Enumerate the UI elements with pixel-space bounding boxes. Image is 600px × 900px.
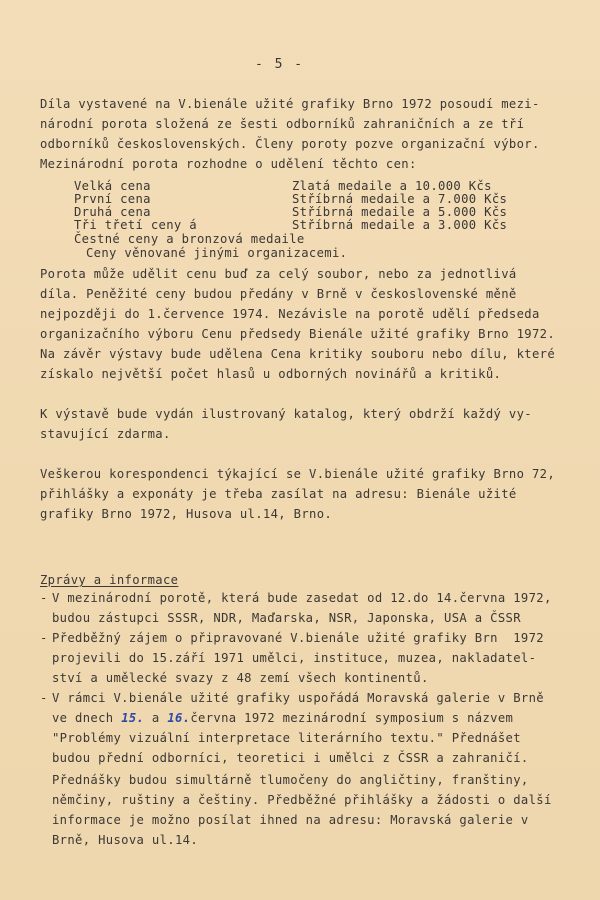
text-fragment: ve dnech [52, 711, 122, 725]
correspondence-line: přihlášky a exponáty je třeba zasílat na adresu: Bienále užité [40, 487, 517, 501]
bullet-dash: - [40, 691, 48, 705]
prize-name: První cena [74, 192, 151, 206]
prize-award: Stříbrná medaile a 7.000 Kčs [292, 192, 508, 206]
jury-line: Porota může udělit cenu buď za celý soubor, nebo za jednotlivá [40, 267, 517, 281]
handwritten-date: 15. [121, 711, 145, 725]
jury-line: organizačního výboru Cenu předsedy Bienále užité grafiky Brno 1972. [40, 327, 556, 341]
intro-line: Díla vystavené na V.bienále užité grafiky Brno 1972 posoudí mezi- [40, 97, 540, 111]
jury-line: získalo největší počet hlasů u odborných novinářů a kritiků. [40, 367, 502, 381]
news-item-line: budou zástupci SSSR, NDR, Maďarska, NSR, Japonska, USA a ČSSR [52, 611, 521, 625]
news-item-line: němčiny, ruštiny a češtiny. Předběžné přihlášky a žádosti o další [52, 793, 552, 807]
other-org-prizes: Ceny věnované jinými organizacemi. [86, 246, 348, 260]
jury-line: nejpozději do 1.července 1974. Nezávisle na porotě udělí předseda [40, 307, 540, 321]
text-fragment: a [144, 711, 168, 725]
news-heading: Zprávy a informace [40, 573, 179, 587]
bullet-dash: - [40, 631, 48, 645]
news-item-line: "Problémy vizuální interpretace literárního textu." Přednášet [52, 731, 521, 745]
prize-name: Velká cena [74, 179, 151, 193]
handwritten-date: 16. [167, 711, 191, 725]
catalog-line: stavující zdarma. [40, 427, 171, 441]
news-item-line: V mezinárodní porotě, která bude zasedat od 12.do 14.června 1972, [52, 591, 552, 605]
news-item-line [52, 710, 513, 726]
intro-line: Mezinárodní porota rozhodne o udělení těchto cen: [40, 157, 417, 171]
intro-line: národní porota složená ze šesti odborníků zahraničních a ze tří [40, 117, 525, 131]
prize-award: Stříbrná medaile a 3.000 Kčs [292, 218, 508, 232]
prize-award: Zlatá medaile a 10.000 Kčs [292, 179, 492, 193]
jury-line: Na závěr výstavy bude udělena Cena kritiky souboru nebo dílu, které [40, 347, 556, 361]
news-item-line: informace je možno posílat ihned na adresu: Moravská galerie v [52, 813, 529, 827]
page-number: - 5 - [255, 57, 305, 72]
correspondence-line: grafiky Brno 1972, Husova ul.14, Brno. [40, 507, 333, 521]
prize-name: Tři třetí ceny á [74, 218, 197, 232]
bullet-dash: - [40, 591, 48, 605]
correspondence-line: Veškerou korespondenci týkající se V.bienále užité grafiky Brno 72, [40, 467, 556, 481]
news-item-line: Přednášky budou simultárně tlumočeny do angličtiny, franštiny, [52, 773, 529, 787]
catalog-line: K výstavě bude vydán ilustrovaný katalog, který obdrží každý vy- [40, 407, 532, 421]
intro-line: odborníků československých. Členy poroty pozve organizační výbor. [40, 137, 540, 151]
news-item-line: projevili do 15.září 1971 umělci, instituce, muzea, nakladatel- [52, 651, 537, 665]
prize-award: Stříbrná medaile a 5.000 Kčs [292, 205, 508, 219]
news-item-line: budou přední odborníci, teoretici i umělci z ČSSR a zahraničí. [52, 751, 529, 765]
news-item-line: V rámci V.bienále užité grafiky uspořádá Moravská galerie v Brně [52, 691, 544, 705]
prize-name: Druhá cena [74, 205, 151, 219]
text-fragment: června 1972 mezinárodní symposium s názvem [190, 711, 514, 725]
news-item-line: Brně, Husova ul.14. [52, 833, 199, 847]
honorary-prizes: Čestné ceny a bronzová medaile [74, 232, 305, 246]
news-item-line: Předběžný zájem o připravované V.bienále užité grafiky Brn 1972 [52, 631, 544, 645]
news-item-line: ství a umělecké svazy z 48 zemí všech kontinentů. [52, 671, 429, 685]
jury-line: díla. Peněžité ceny budou předány v Brně v československé měně [40, 287, 517, 301]
